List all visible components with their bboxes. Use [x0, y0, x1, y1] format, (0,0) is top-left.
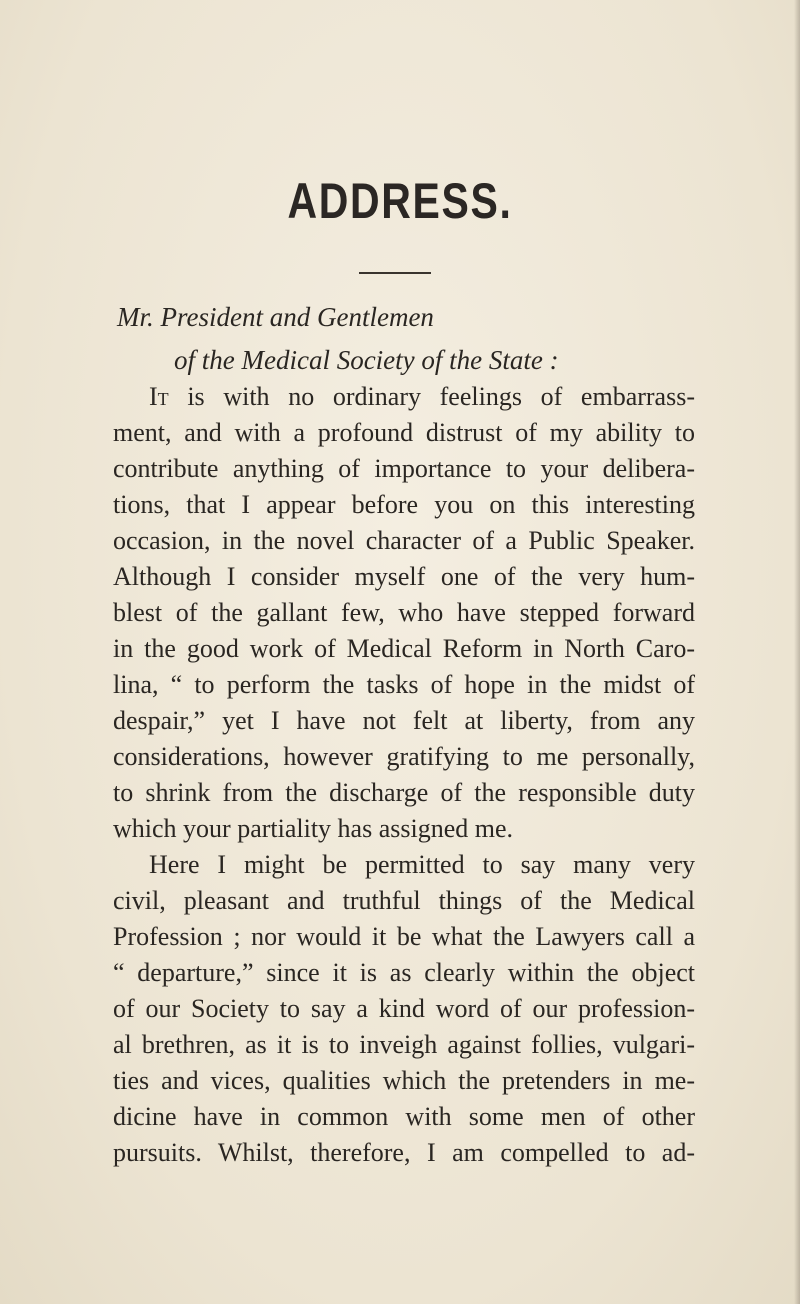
paragraph-1-line: Although I consider myself one of the very hum- [113, 562, 695, 591]
salutation-line-2: of the Medical Society of the State : [174, 345, 559, 375]
paragraph-2-line: al brethren, as it is to inveigh against follies, vulgari- [113, 1030, 695, 1059]
paragraph-2-line: Here I might be permitted to say many very [149, 850, 695, 879]
paragraph-1-line: considerations, however gratifying to me personally, [113, 742, 695, 771]
paragraph-1-line: despair,” yet I have not felt at liberty, from any [113, 706, 695, 735]
paragraph-1-line: occasion, in the novel character of a Public Speaker. [113, 526, 695, 555]
paragraph-2-line: ties and vices, qualities which the pretenders in me- [113, 1066, 695, 1095]
paragraph-1-line: in the good work of Medical Reform in North Caro- [113, 634, 695, 663]
paragraph-2-line: dicine have in common with some men of other [113, 1102, 695, 1131]
paragraph-1-line [113, 379, 695, 415]
paragraph-1-line: which your partiality has assigned me. [113, 814, 514, 843]
paragraph-2-line: civil, pleasant and truthful things of the Medical [113, 886, 695, 915]
salutation-line-1: Mr. President and Gentlemen [117, 302, 434, 332]
paragraph-2-line: Profession ; nor would it be what the Lawyers call a [113, 922, 695, 951]
page-edge-shadow [794, 0, 800, 1304]
paragraph-2-line: of our Society to say a kind word of our profession- [113, 994, 695, 1023]
paragraph-1-line: lina, “ to perform the tasks of hope in the midst of [113, 670, 695, 699]
paragraph-1-line-text: is with no ordinary feelings of embarrass- [168, 382, 695, 411]
heading-rule [359, 272, 431, 274]
paragraph-1-line: tions, that I appear before you on this interesting [113, 490, 695, 519]
paragraph-1 [113, 379, 695, 847]
paragraph-1-line: ment, and with a profound distrust of my ability to [113, 418, 695, 447]
page-heading: ADDRESS. [287, 173, 513, 229]
paragraph-2 [113, 847, 695, 1171]
paragraph-2-line: pursuits. Whilst, therefore, I am compelled to ad- [113, 1138, 695, 1167]
paragraph-1-line: contribute anything of importance to your delibera- [113, 454, 695, 483]
paragraph-1-lead: It [149, 382, 169, 411]
paragraph-1-line: blest of the gallant few, who have stepped forward [113, 598, 695, 627]
paragraph-2-line: “ departure,” since it is as clearly within the object [113, 958, 695, 987]
paragraph-1-line: to shrink from the discharge of the responsible duty [113, 778, 695, 807]
